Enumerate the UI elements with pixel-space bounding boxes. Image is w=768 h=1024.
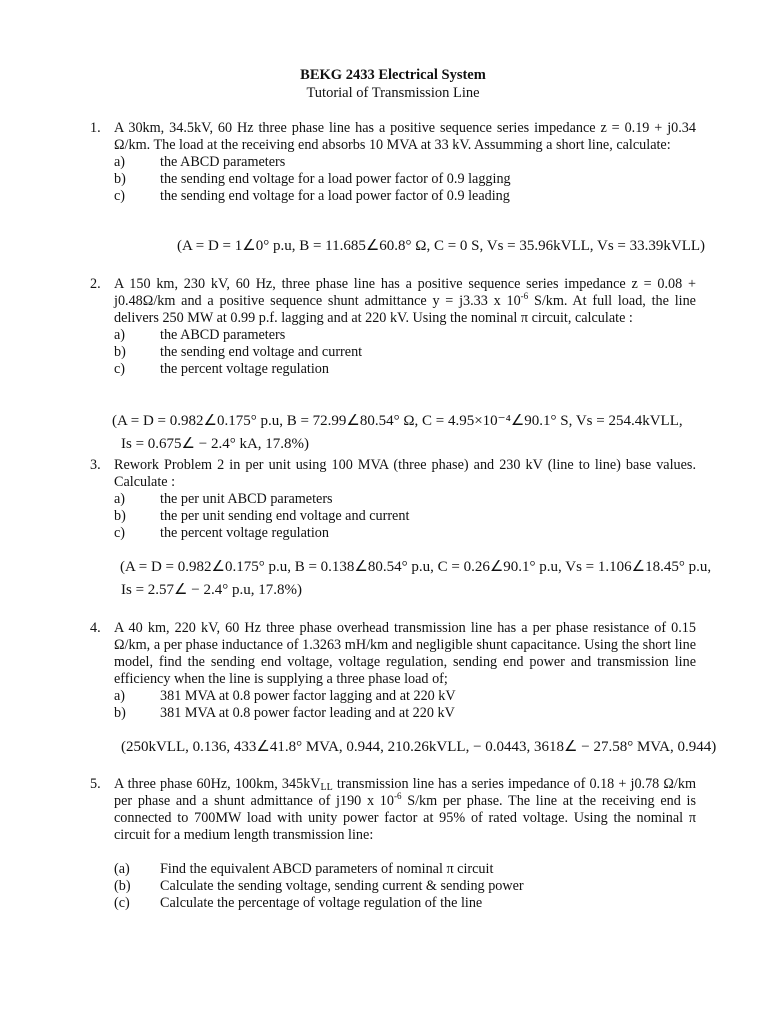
document-title: BEKG 2433 Electrical System <box>300 67 486 83</box>
question-number: 2. <box>90 276 101 292</box>
list-item: a) the ABCD parameters <box>114 154 286 170</box>
question-5 <box>90 776 696 912</box>
list-item: (b) Calculate the sending voltage, sending current & sending power <box>114 878 524 894</box>
list-item: b) the sending end voltage and current <box>114 344 363 360</box>
answer-3-line-1: (A = D = 0.982∠0.175° p.u, B = 0.138∠80.54° p.u, C = 0.26∠90.1° p.u, Vs = 1.106∠18.45° p.u, <box>120 559 712 575</box>
question-number: 4. <box>90 620 101 636</box>
list-item: b) the sending end voltage for a load power factor of 0.9 lagging <box>114 171 511 187</box>
answer-4: (250kVLL, 0.136, 433∠41.8° MVA, 0.944, 210.26kVLL, − 0.0443, 3618∠ − 27.58° MVA, 0.944) <box>121 739 717 755</box>
question-items <box>114 491 696 542</box>
question-number: 5. <box>90 776 101 792</box>
question-text: Rework Problem 2 in per unit using 100 MVA (three phase) and 230 kV (line to line) base values. Calculate : <box>114 457 696 490</box>
list-item: a) 381 MVA at 0.8 power factor lagging and at 220 kV <box>114 688 456 704</box>
question-items <box>114 154 696 205</box>
question-items <box>114 327 696 378</box>
answer-2-line-2: Is = 0.675∠ − 2.4° kA, 17.8%) <box>121 436 310 452</box>
question-text: A 40 km, 220 kV, 60 Hz three phase overhead transmission line has a per phase resistance of 0.15 Ω/km, a per phase inductance of 1.3263 mH/km and negligible shunt capacitance. Using the short line model, find the sending end voltage, voltage regulation, sending end power and transmission line efficiency when the line is supplying a three phase load of; <box>114 620 696 687</box>
question-2 <box>90 276 696 378</box>
answer-2-line-1: (A = D = 0.982∠0.175° p.u, B = 72.99∠80.54° Ω, C = 4.95×10⁻⁴∠90.1° S, Vs = 254.4kVLL, <box>112 413 683 429</box>
answer-3-line-2: Is = 2.57∠ − 2.4° p.u, 17.8%) <box>121 582 302 598</box>
question-4 <box>90 620 696 722</box>
question-text: A three phase 60Hz, 100km, $345kV_{LL}$ transmission line has a series impedance of 0.18 + j0.78 Ω/km per phase and a shunt admittance of j190 x $10^{-6}$ S/km per phase. The line at the receiving end is connected to 700MW load with unity power factor at 95% of rated voltage. Using the nominal π circuit for a medium length transmission line: <box>114 776 696 843</box>
list-item: c) the sending end voltage for a load power factor of 0.9 leading <box>114 188 510 204</box>
question-number: 3. <box>90 457 101 473</box>
question-items <box>114 861 696 912</box>
list-item: (a) Find the equivalent ABCD parameters of nominal π circuit <box>114 861 494 877</box>
question-number: 1. <box>90 120 101 136</box>
answer-1: (A = D = 1∠0° p.u, B = 11.685∠60.8° Ω, C = 0 S, Vs = 35.96kVLL, Vs = 33.39kVLL) <box>177 238 706 254</box>
list-item: b) 381 MVA at 0.8 power factor leading and at 220 kV <box>114 705 455 721</box>
document-subtitle: Tutorial of Transmission Line <box>306 85 480 101</box>
question-1 <box>90 120 696 205</box>
list-item: a) the ABCD parameters <box>114 327 286 343</box>
question-3 <box>90 457 696 542</box>
list-item: b) the per unit sending end voltage and current <box>114 508 410 524</box>
question-text: A 30km, 34.5kV, 60 Hz three phase line has a positive sequence series impedance z = 0.19 + j0.34 Ω/km. The load at the receiving end absorbs 10 MVA at 33 kV. Assumming a short line, calculate: <box>114 120 696 153</box>
question-items <box>114 688 696 722</box>
list-item: (c) Calculate the percentage of voltage regulation of the line <box>114 895 483 911</box>
list-item: c) the percent voltage regulation <box>114 525 329 541</box>
list-item: a) the per unit ABCD parameters <box>114 491 333 507</box>
question-text: A 150 km, 230 kV, 60 Hz, three phase line has a positive sequence series impedance z = 0.08 + j0.48Ω/km and a positive sequence shunt admittance y = j3.33 x $10^{-6}$ S/km. At full load, the line delivers 250 MW at 0.99 p.f. lagging and at 220 kV. Using the nominal π circuit, calculate : <box>114 276 696 326</box>
list-item: c) the percent voltage regulation <box>114 361 329 377</box>
